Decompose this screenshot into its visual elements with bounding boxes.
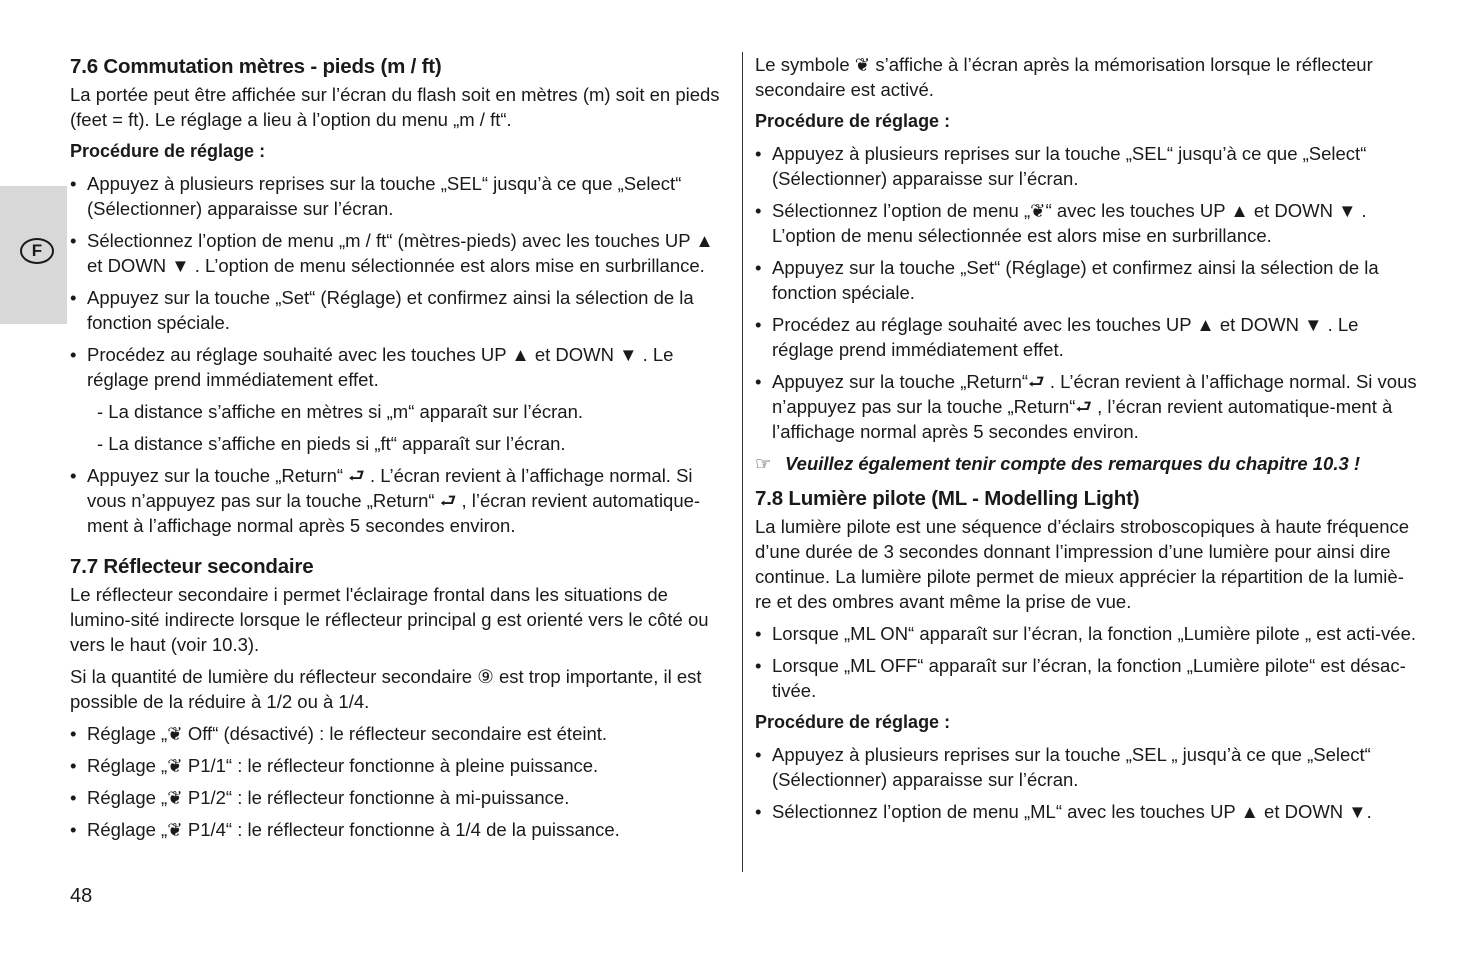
- list-item: • Appuyez à plusieurs reprises sur la touche „SEL“ jusqu’à ce que „Select“ (Sélectionner) apparaisse sur l’écran.: [70, 171, 732, 221]
- sub-item-meters: - La distance s’affiche en mètres si „m“ apparaît sur l’écran.: [97, 401, 584, 422]
- note-text: Veuillez également tenir compte des remarques du chapitre 10.3 !: [785, 453, 1361, 474]
- list-item: • Appuyez sur la touche „Set“ (Réglage) et confirmez ainsi la sélection de la fonction spéciale.: [755, 255, 1417, 305]
- section-7-6-heading: 7.6 Commutation mètres - pieds (m / ft): [70, 55, 442, 78]
- section-7-7-heading: 7.7 Réflecteur secondaire: [70, 555, 314, 578]
- procedure-heading: Procédure de réglage :: [755, 712, 951, 732]
- section-7-6-intro: La portée peut être affichée sur l’écran du flash soit en mètres (m) soit en pieds (feet = ft). Le réglage a lieu à l’option du menu „m / ft“.: [70, 84, 720, 130]
- section-7-7-steps: [755, 141, 1417, 444]
- list-item: • Réglage „❦ P1/1“ : le réflecteur fonctionne à pleine puissance.: [70, 753, 732, 778]
- list-item: • Réglage „❦ P1/4“ : le réflecteur fonctionne à 1/4 de la puissance.: [70, 817, 732, 842]
- section-7-8-heading: 7.8 Lumière pilote (ML - Modelling Light): [755, 487, 1140, 510]
- list-item: • Appuyez sur la touche „Return“⮐ . L’écran revient à l’affichage normal. Si vous n’appuyez pas sur la touche „Return“⮐ , l’écran revient automatique-ment à l’affichage normal après 5 secondes environ.: [755, 369, 1417, 444]
- list-item: • Appuyez sur la touche „Set“ (Réglage) et confirmez ainsi la sélection de la fonction spéciale.: [70, 285, 732, 335]
- right-column: [755, 52, 1417, 831]
- left-column: [70, 52, 732, 849]
- note: [755, 451, 1417, 476]
- list-item: • Appuyez à plusieurs reprises sur la touche „SEL „ jusqu’à ce que „Select“ (Sélectionner) apparaisse sur l’écran.: [755, 742, 1417, 792]
- list-item: • Appuyez sur la touche „Return“ ⮐ . L’écran revient à l’affichage normal. Si vous n’appuyez pas sur la touche „Return“ ⮐ , l’écran revient automatique-ment à l’affichage normal après 5 secondes environ.: [70, 463, 732, 538]
- list-item: • Sélectionnez l’option de menu „m / ft“ (mètres-pieds) avec les touches UP ▲ et DOWN ▼ . L’option de menu sélectionnée est alors mise en surbrillance.: [70, 228, 732, 278]
- section-7-7-paragraph: Si la quantité de lumière du réflecteur secondaire ⑨ est trop importante, il est possible de la réduire à 1/2 ou à 1/4.: [70, 666, 702, 712]
- column-divider: [742, 52, 743, 872]
- symbol-paragraph: Le symbole ❦ s’affiche à l’écran après la mémorisation lorsque le réflecteur secondaire est activé.: [755, 54, 1373, 100]
- sub-item-feet: - La distance s’affiche en pieds si „ft“ apparaît sur l’écran.: [97, 433, 566, 454]
- section-7-8-steps: [755, 742, 1417, 824]
- page-number: 48: [70, 885, 93, 907]
- procedure-heading: Procédure de réglage :: [755, 111, 951, 131]
- list-item: • Sélectionnez l’option de menu „❦“ avec les touches UP ▲ et DOWN ▼ . L’option de menu sélectionnée est alors mise en surbrillance.: [755, 198, 1417, 248]
- section-7-6-steps-cont: [70, 463, 732, 538]
- list-item: • Lorsque „ML OFF“ apparaît sur l’écran, la fonction „Lumière pilote“ est désac-tivée.: [755, 653, 1417, 703]
- language-badge: F: [20, 238, 54, 264]
- list-item: • Réglage „❦ P1/2“ : le réflecteur fonctionne à mi-puissance.: [70, 785, 732, 810]
- list-item: • Appuyez à plusieurs reprises sur la touche „SEL“ jusqu’à ce que „Select“ (Sélectionner) apparaisse sur l’écran.: [755, 141, 1417, 191]
- procedure-heading: Procédure de réglage :: [70, 141, 266, 161]
- section-7-7-settings: [70, 721, 732, 842]
- list-item: • Sélectionnez l’option de menu „ML“ avec les touches UP ▲ et DOWN ▼.: [755, 799, 1417, 824]
- pointing-hand-icon: ☞: [755, 453, 772, 474]
- section-7-6-steps: [70, 171, 732, 392]
- section-7-8-states: [755, 621, 1417, 703]
- list-item: • Lorsque „ML ON“ apparaît sur l’écran, la fonction „Lumière pilote „ est acti-vée.: [755, 621, 1417, 646]
- section-7-7-paragraph: Le réflecteur secondaire i permet l'éclairage frontal dans les situations de lumino-sité indirecte lorsque le réflecteur principal g est orienté vers le côté ou vers le haut (voir 10.3).: [70, 584, 709, 655]
- list-item: • Procédez au réglage souhaité avec les touches UP ▲ et DOWN ▼ . Le réglage prend immédiatement effet.: [755, 312, 1417, 362]
- list-item: • Procédez au réglage souhaité avec les touches UP ▲ et DOWN ▼ . Le réglage prend immédiatement effet.: [70, 342, 732, 392]
- section-7-8-paragraph: La lumière pilote est une séquence d’éclairs stroboscopiques à haute fréquence d’une durée de 3 secondes donnant l’impression d’une lumière pour ainsi dire continue. La lumière pilote permet de mieux apprécier la répartition de la lumiè-re et des ombres avant même la prise de vue.: [755, 516, 1410, 612]
- list-item: • Réglage „❦ Off“ (désactivé) : le réflecteur secondaire est éteint.: [70, 721, 732, 746]
